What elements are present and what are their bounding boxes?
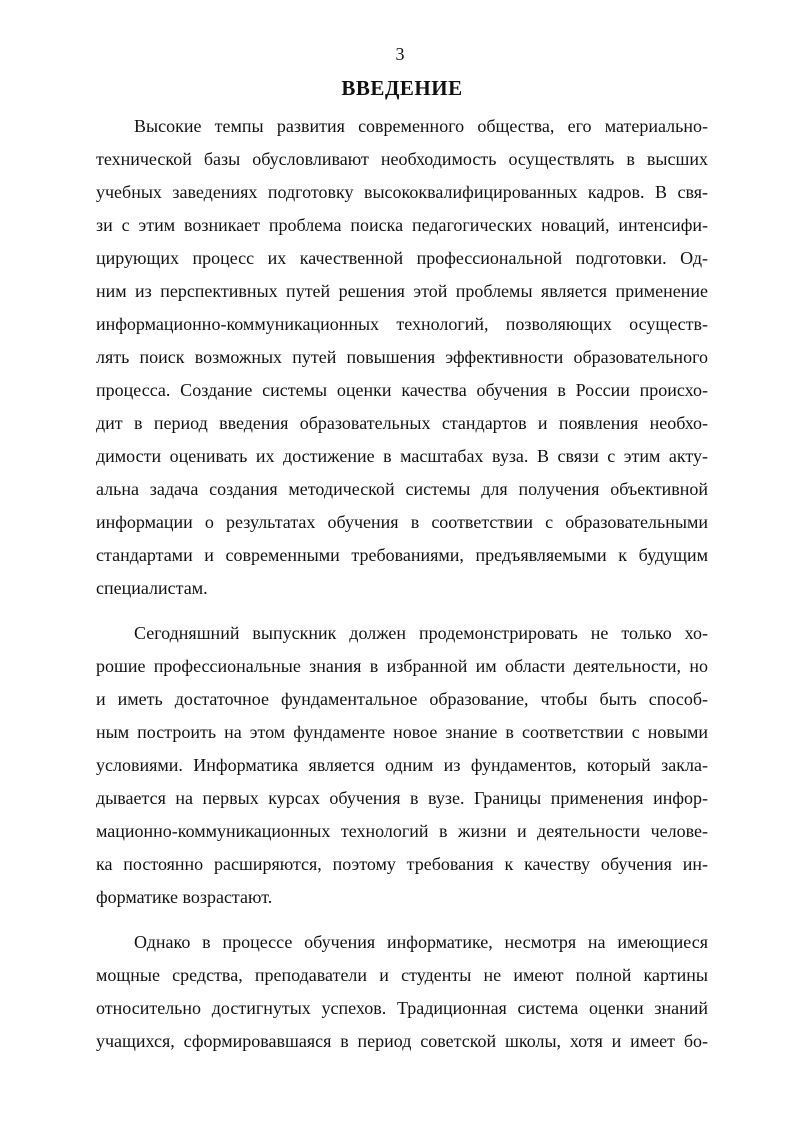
text-line: относительно достигнутых успехов. Традиционная система оценки знаний — [96, 998, 708, 1018]
text-line: ка постоянно расширяются, поэтому требования к качеству обучения ин- — [96, 854, 708, 874]
text-line: дит в период введения образовательных стандартов и появления необхо- — [96, 413, 708, 433]
text-line: технической базы обусловливают необходимость осуществлять в высших — [96, 149, 708, 169]
section-title: ВВЕДЕНИЕ — [341, 76, 463, 100]
text-line: альна задача создания методической системы для получения объективной — [96, 479, 708, 499]
paragraph-3 — [96, 926, 708, 1058]
text-line: форматике возрастают. — [96, 887, 273, 907]
text-line: дывается на первых курсах обучения в вузе. Границы применения инфор- — [96, 788, 708, 808]
text-line: процесса. Создание системы оценки качества обучения в России происхо- — [96, 380, 708, 400]
text-line: и иметь достаточное фундаментальное образование, чтобы быть способ- — [96, 689, 708, 709]
text-line: информации о результатах обучения в соответствии с образовательными — [96, 512, 708, 532]
body-text — [96, 110, 708, 1058]
text-line: учащихся, сформировавшаяся в период советской школы, хотя и имеет бо- — [96, 1031, 708, 1051]
text-line: Сегодняшний выпускник должен продемонстрировать не только хо- — [134, 623, 708, 643]
text-line: цирующих процесс их качественной профессиональной подготовки. Од- — [96, 248, 708, 268]
text-line: учебных заведениях подготовку высококвалифицированных кадров. В свя- — [96, 182, 708, 202]
paragraph-1 — [96, 110, 708, 605]
text-line: информационно-коммуникационных технологий, позволяющих осуществ- — [96, 314, 708, 334]
text-line: рошие профессиональные знания в избранной им области деятельности, но — [96, 656, 708, 676]
text-line: Однако в процессе обучения информатике, несмотря на имеющиеся — [134, 932, 708, 952]
text-line: Высокие темпы развития современного общества, его материально- — [134, 116, 708, 136]
text-line: мощные средства, преподаватели и студенты не имеют полной картины — [96, 965, 708, 985]
text-line: ным построить на этом фундаменте новое знание в соответствии с новыми — [96, 722, 708, 742]
page-number: 3 — [395, 44, 405, 64]
text-line: зи с этим возникает проблема поиска педагогических новаций, интенсифи- — [96, 215, 708, 235]
text-line: димости оценивать их достижение в масштабах вуза. В связи с этим акту- — [96, 446, 708, 466]
paragraph-2 — [96, 617, 708, 914]
text-line: специалистам. — [96, 578, 208, 598]
text-line: лять поиск возможных путей повышения эффективности образовательного — [96, 347, 708, 367]
text-line: условиями. Информатика является одним из фундаментов, который закла- — [96, 755, 708, 775]
text-line: мационно-коммуникационных технологий в жизни и деятельности челове- — [96, 821, 708, 841]
text-line: ним из перспективных путей решения этой проблемы является применение — [96, 281, 708, 301]
text-line: стандартами и современными требованиями, предъявляемыми к будущим — [96, 545, 708, 565]
